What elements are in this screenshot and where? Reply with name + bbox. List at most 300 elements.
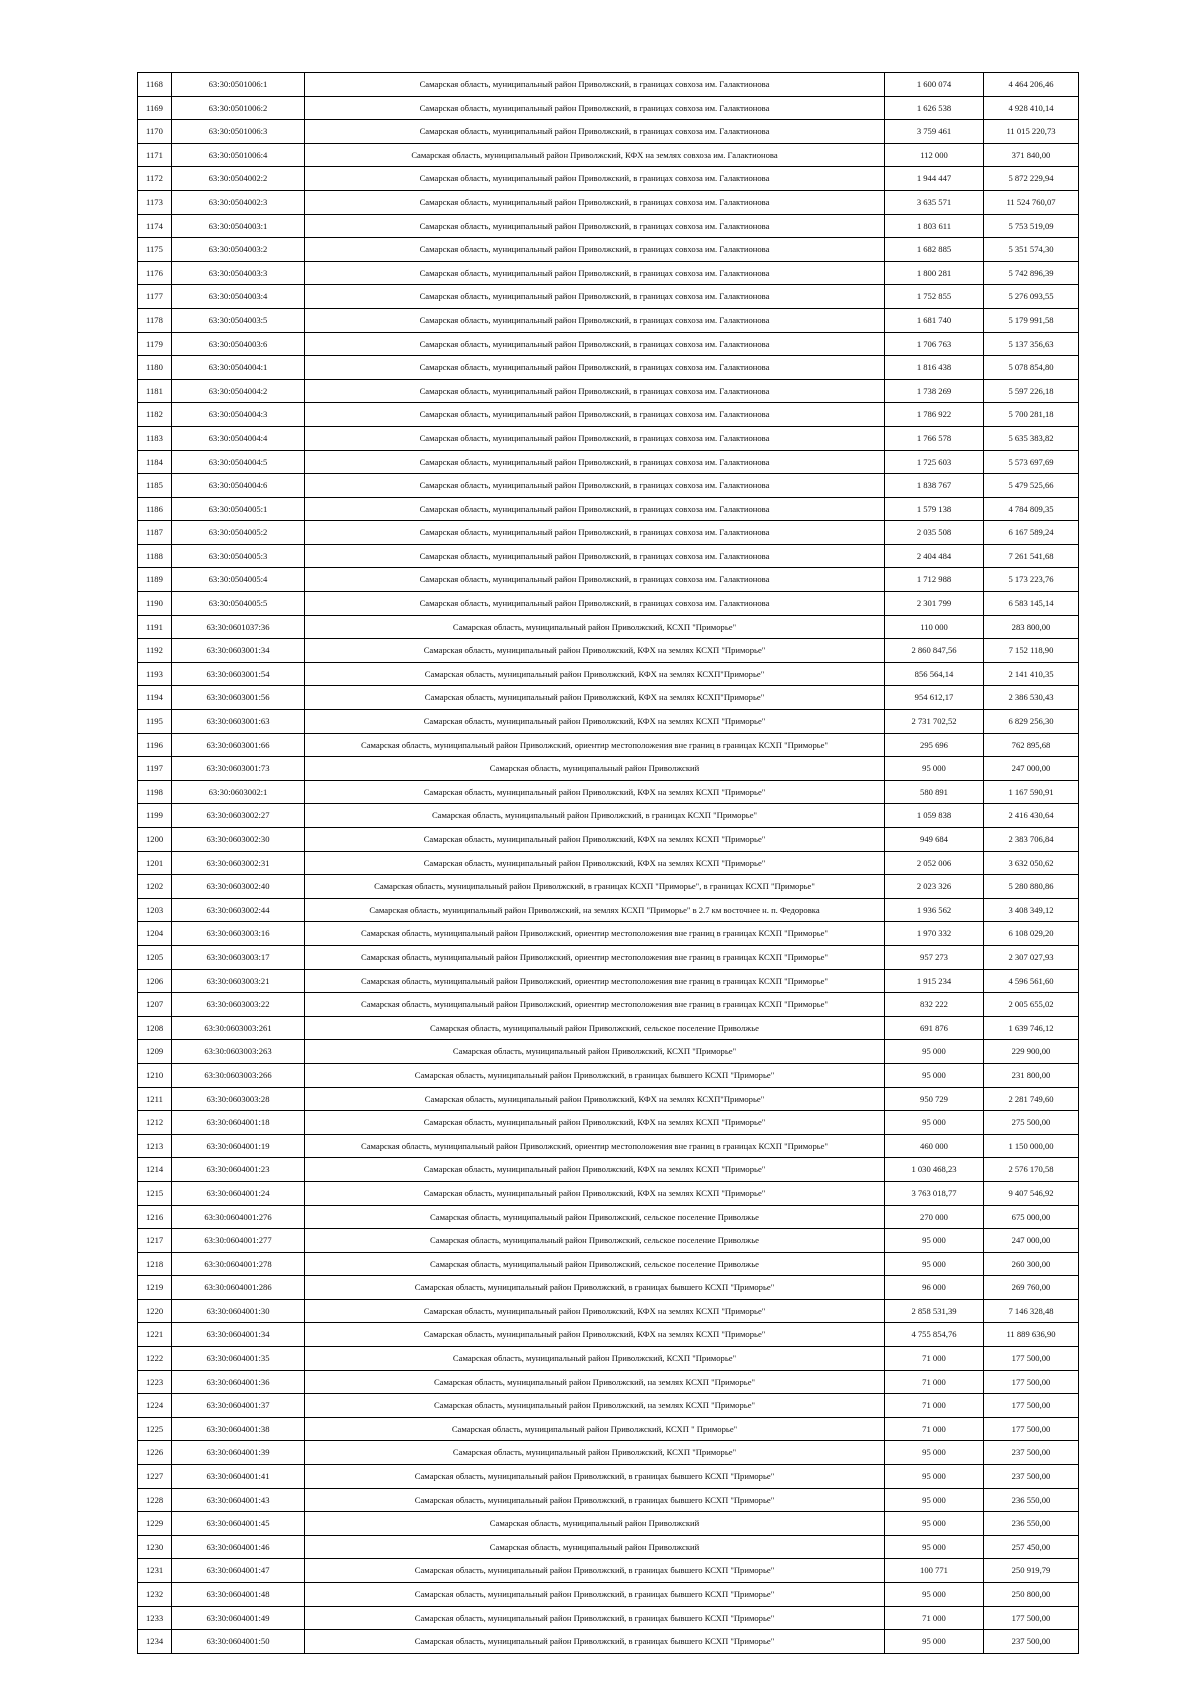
row-number-cell: 1212 (138, 1111, 172, 1135)
row-number-cell: 1171 (138, 143, 172, 167)
row-number-cell: 1180 (138, 356, 172, 380)
cadastral-number-cell: 63:30:0603002:1 (172, 780, 305, 804)
cadastral-number-cell: 63:30:0603003:266 (172, 1063, 305, 1087)
location-cell: Самарская область, муниципальный район Приволжский, в границах бывшего КСХП "Приморье" (305, 1063, 885, 1087)
document-page (137, 72, 1078, 1654)
location-cell: Самарская область, муниципальный район Приволжский, сельское поселение Приволжье (305, 1016, 885, 1040)
cadastral-number-cell: 63:30:0603003:21 (172, 969, 305, 993)
table-row (138, 238, 1079, 262)
cadastral-number-cell: 63:30:0504003:5 (172, 308, 305, 332)
value-cell: 177 500,00 (984, 1347, 1079, 1371)
location-cell: Самарская область, муниципальный район Приволжский, в границах совхоза им. Галактионова (305, 261, 885, 285)
location-cell: Самарская область, муниципальный район Приволжский, на землях КСХП "Приморье" (305, 1370, 885, 1394)
table-row (138, 356, 1079, 380)
row-number-cell: 1196 (138, 733, 172, 757)
table-row (138, 1229, 1079, 1253)
value-cell: 2 005 655,02 (984, 993, 1079, 1017)
table-row (138, 1488, 1079, 1512)
cadastral-number-cell: 63:30:0604001:47 (172, 1559, 305, 1583)
row-number-cell: 1198 (138, 780, 172, 804)
area-cell: 1 712 988 (885, 568, 984, 592)
location-cell: Самарская область, муниципальный район Приволжский, ориентир местоположения вне границ в границах КСХП "Приморье" (305, 945, 885, 969)
area-cell: 96 000 (885, 1276, 984, 1300)
row-number-cell: 1210 (138, 1063, 172, 1087)
row-number-cell: 1231 (138, 1559, 172, 1583)
row-number-cell: 1200 (138, 828, 172, 852)
location-cell: Самарская область, муниципальный район Приволжский, в границах совхоза им. Галактионова (305, 73, 885, 97)
table-row (138, 96, 1079, 120)
row-number-cell: 1201 (138, 851, 172, 875)
cadastral-number-cell: 63:30:0504003:3 (172, 261, 305, 285)
cadastral-number-cell: 63:30:0604001:24 (172, 1181, 305, 1205)
row-number-cell: 1178 (138, 308, 172, 332)
value-cell: 247 000,00 (984, 757, 1079, 781)
cadastral-number-cell: 63:30:0604001:38 (172, 1417, 305, 1441)
table-row (138, 662, 1079, 686)
table-row (138, 851, 1079, 875)
location-cell: Самарская область, муниципальный район Приволжский, КФХ на землях КСХП "Приморье" (305, 1299, 885, 1323)
row-number-cell: 1186 (138, 497, 172, 521)
table-row (138, 568, 1079, 592)
row-number-cell: 1187 (138, 521, 172, 545)
row-number-cell: 1188 (138, 544, 172, 568)
cadastral-number-cell: 63:30:0604001:19 (172, 1134, 305, 1158)
location-cell: Самарская область, муниципальный район Приволжский, КСХП "Приморье" (305, 615, 885, 639)
cadastral-number-cell: 63:30:0501006:4 (172, 143, 305, 167)
location-cell: Самарская область, муниципальный район Приволжский, КФХ на землях КСХП"Приморье" (305, 686, 885, 710)
row-number-cell: 1199 (138, 804, 172, 828)
location-cell: Самарская область, муниципальный район Приволжский, в границах бывшего КСХП "Приморье" (305, 1465, 885, 1489)
cadastral-number-cell: 63:30:0603002:44 (172, 898, 305, 922)
cadastral-number-cell: 63:30:0604001:41 (172, 1465, 305, 1489)
table-row (138, 1205, 1079, 1229)
value-cell: 283 800,00 (984, 615, 1079, 639)
table-row (138, 1111, 1079, 1135)
table-row (138, 1394, 1079, 1418)
location-cell: Самарская область, муниципальный район Приволжский, ориентир местоположения вне границ в границах КСХП "Приморье" (305, 993, 885, 1017)
location-cell: Самарская область, муниципальный район Приволжский, КФХ на землях КСХП "Приморье" (305, 1181, 885, 1205)
table-row (138, 1370, 1079, 1394)
cadastral-number-cell: 63:30:0604001:36 (172, 1370, 305, 1394)
row-number-cell: 1189 (138, 568, 172, 592)
cadastral-number-cell: 63:30:0604001:48 (172, 1583, 305, 1607)
row-number-cell: 1170 (138, 120, 172, 144)
cadastral-number-cell: 63:30:0501006:2 (172, 96, 305, 120)
value-cell: 4 784 809,35 (984, 497, 1079, 521)
row-number-cell: 1232 (138, 1583, 172, 1607)
area-cell: 71 000 (885, 1370, 984, 1394)
area-cell: 95 000 (885, 1630, 984, 1654)
table-row (138, 1347, 1079, 1371)
cadastral-number-cell: 63:30:0604001:45 (172, 1512, 305, 1536)
location-cell: Самарская область, муниципальный район Приволжский, ориентир местоположения вне границ в границах КСХП "Приморье" (305, 969, 885, 993)
value-cell: 231 800,00 (984, 1063, 1079, 1087)
row-number-cell: 1202 (138, 875, 172, 899)
location-cell: Самарская область, муниципальный район Приволжский, КФХ на землях КСХП"Приморье" (305, 1087, 885, 1111)
area-cell: 832 222 (885, 993, 984, 1017)
row-number-cell: 1216 (138, 1205, 172, 1229)
cadastral-number-cell: 63:30:0604001:34 (172, 1323, 305, 1347)
row-number-cell: 1169 (138, 96, 172, 120)
location-cell: Самарская область, муниципальный район Приволжский, в границах совхоза им. Галактионова (305, 167, 885, 191)
cadastral-number-cell: 63:30:0504002:2 (172, 167, 305, 191)
value-cell: 11 015 220,73 (984, 120, 1079, 144)
area-cell: 1 752 855 (885, 285, 984, 309)
cadastral-number-cell: 63:30:0603002:40 (172, 875, 305, 899)
table-row (138, 875, 1079, 899)
value-cell: 275 500,00 (984, 1111, 1079, 1135)
table-row (138, 450, 1079, 474)
cadastral-number-cell: 63:30:0604001:276 (172, 1205, 305, 1229)
location-cell: Самарская область, муниципальный район Приволжский (305, 1535, 885, 1559)
location-cell: Самарская область, муниципальный район Приволжский, КФХ на землях КСХП "Приморье" (305, 1323, 885, 1347)
area-cell: 1 579 138 (885, 497, 984, 521)
location-cell: Самарская область, муниципальный район Приволжский, КФХ на землях КСХП "Приморье" (305, 851, 885, 875)
value-cell: 2 141 410,35 (984, 662, 1079, 686)
row-number-cell: 1230 (138, 1535, 172, 1559)
row-number-cell: 1225 (138, 1417, 172, 1441)
value-cell: 5 753 519,09 (984, 214, 1079, 238)
location-cell: Самарская область, муниципальный район Приволжский, КСХП "Приморье" (305, 1040, 885, 1064)
location-cell: Самарская область, муниципальный район Приволжский, КФХ на землях совхоза им. Галактионова (305, 143, 885, 167)
value-cell: 5 276 093,55 (984, 285, 1079, 309)
table-row (138, 993, 1079, 1017)
table-row (138, 120, 1079, 144)
location-cell: Самарская область, муниципальный район Приволжский (305, 757, 885, 781)
table-row (138, 615, 1079, 639)
row-number-cell: 1224 (138, 1394, 172, 1418)
cadastral-number-cell: 63:30:0603001:73 (172, 757, 305, 781)
value-cell: 2 307 027,93 (984, 945, 1079, 969)
table-row (138, 190, 1079, 214)
value-cell: 237 500,00 (984, 1441, 1079, 1465)
location-cell: Самарская область, муниципальный район Приволжский, в границах совхоза им. Галактионова (305, 308, 885, 332)
area-cell: 2 404 484 (885, 544, 984, 568)
row-number-cell: 1204 (138, 922, 172, 946)
area-cell: 1 766 578 (885, 426, 984, 450)
table-row (138, 1630, 1079, 1654)
table-row (138, 379, 1079, 403)
cadastral-number-cell: 63:30:0603001:34 (172, 639, 305, 663)
table-row (138, 544, 1079, 568)
cadastral-number-cell: 63:30:0504004:4 (172, 426, 305, 450)
location-cell: Самарская область, муниципальный район Приволжский, КФХ на землях КСХП "Приморье" (305, 1111, 885, 1135)
location-cell: Самарская область, муниципальный район Приволжский, КФХ на землях КСХП "Приморье" (305, 780, 885, 804)
location-cell: Самарская область, муниципальный район Приволжский, в границах совхоза им. Галактионова (305, 379, 885, 403)
area-cell: 1 800 281 (885, 261, 984, 285)
cadastral-number-cell: 63:30:0604001:39 (172, 1441, 305, 1465)
table-row (138, 757, 1079, 781)
row-number-cell: 1222 (138, 1347, 172, 1371)
location-cell: Самарская область, муниципальный район Приволжский, КСХП "Приморье" (305, 1441, 885, 1465)
value-cell: 7 146 328,48 (984, 1299, 1079, 1323)
location-cell: Самарская область, муниципальный район Приволжский, КФХ на землях КСХП "Приморье" (305, 710, 885, 734)
row-number-cell: 1209 (138, 1040, 172, 1064)
value-cell: 237 500,00 (984, 1630, 1079, 1654)
area-cell: 1 600 074 (885, 73, 984, 97)
value-cell: 2 383 706,84 (984, 828, 1079, 852)
area-cell: 1 706 763 (885, 332, 984, 356)
value-cell: 257 450,00 (984, 1535, 1079, 1559)
table-row (138, 474, 1079, 498)
area-cell: 95 000 (885, 1535, 984, 1559)
cadastral-number-cell: 63:30:0604001:46 (172, 1535, 305, 1559)
area-cell: 270 000 (885, 1205, 984, 1229)
area-cell: 1 059 838 (885, 804, 984, 828)
table-row (138, 1299, 1079, 1323)
cadastral-number-cell: 63:30:0504004:2 (172, 379, 305, 403)
cadastral-number-cell: 63:30:0603003:17 (172, 945, 305, 969)
cadastral-number-cell: 63:30:0604001:30 (172, 1299, 305, 1323)
value-cell: 675 000,00 (984, 1205, 1079, 1229)
row-number-cell: 1217 (138, 1229, 172, 1253)
row-number-cell: 1168 (138, 73, 172, 97)
table-row (138, 1087, 1079, 1111)
table-row (138, 1441, 1079, 1465)
row-number-cell: 1211 (138, 1087, 172, 1111)
cadastral-number-cell: 63:30:0504004:1 (172, 356, 305, 380)
location-cell: Самарская область, муниципальный район Приволжский, в границах бывшего КСХП "Приморье" (305, 1488, 885, 1512)
area-cell: 95 000 (885, 1040, 984, 1064)
table-row (138, 898, 1079, 922)
location-cell: Самарская область, муниципальный район Приволжский, КСХП "Приморье" (305, 1347, 885, 1371)
value-cell: 5 173 223,76 (984, 568, 1079, 592)
area-cell: 2 301 799 (885, 592, 984, 616)
table-row (138, 1252, 1079, 1276)
table-row (138, 403, 1079, 427)
area-cell: 100 771 (885, 1559, 984, 1583)
cadastral-number-cell: 63:30:0603002:31 (172, 851, 305, 875)
location-cell: Самарская область, муниципальный район Приволжский, в границах совхоза им. Галактионова (305, 592, 885, 616)
area-cell: 71 000 (885, 1606, 984, 1630)
cadastral-number-cell: 63:30:0604001:278 (172, 1252, 305, 1276)
location-cell: Самарская область, муниципальный район Приволжский, в границах совхоза им. Галактионова (305, 120, 885, 144)
location-cell: Самарская область, муниципальный район Приволжский, в границах бывшего КСХП "Приморье" (305, 1583, 885, 1607)
location-cell: Самарская область, муниципальный район Приволжский, на землях КСХП "Приморье" (305, 1394, 885, 1418)
row-number-cell: 1227 (138, 1465, 172, 1489)
table-row (138, 308, 1079, 332)
location-cell: Самарская область, муниципальный район Приволжский, в границах бывшего КСХП "Приморье" (305, 1276, 885, 1300)
location-cell: Самарская область, муниципальный район Приволжский, в границах совхоза им. Галактионова (305, 544, 885, 568)
value-cell: 7 261 541,68 (984, 544, 1079, 568)
value-cell: 9 407 546,92 (984, 1181, 1079, 1205)
value-cell: 6 108 029,20 (984, 922, 1079, 946)
row-number-cell: 1184 (138, 450, 172, 474)
value-cell: 6 583 145,14 (984, 592, 1079, 616)
location-cell: Самарская область, муниципальный район Приволжский, в границах совхоза им. Галактионова (305, 332, 885, 356)
value-cell: 371 840,00 (984, 143, 1079, 167)
row-number-cell: 1234 (138, 1630, 172, 1654)
row-number-cell: 1223 (138, 1370, 172, 1394)
row-number-cell: 1213 (138, 1134, 172, 1158)
area-cell: 1 626 538 (885, 96, 984, 120)
table-row (138, 1134, 1079, 1158)
location-cell: Самарская область, муниципальный район Приволжский, в границах совхоза им. Галактионова (305, 450, 885, 474)
location-cell: Самарская область, муниципальный район Приволжский, сельское поселение Приволжье (305, 1252, 885, 1276)
value-cell: 250 919,79 (984, 1559, 1079, 1583)
cadastral-number-cell: 63:30:0603003:28 (172, 1087, 305, 1111)
cadastral-number-cell: 63:30:0603002:27 (172, 804, 305, 828)
area-cell: 460 000 (885, 1134, 984, 1158)
location-cell: Самарская область, муниципальный район Приволжский (305, 1512, 885, 1536)
value-cell: 269 760,00 (984, 1276, 1079, 1300)
row-number-cell: 1179 (138, 332, 172, 356)
table-row (138, 922, 1079, 946)
row-number-cell: 1183 (138, 426, 172, 450)
row-number-cell: 1219 (138, 1276, 172, 1300)
value-cell: 5 635 383,82 (984, 426, 1079, 450)
value-cell: 5 479 525,66 (984, 474, 1079, 498)
value-cell: 762 895,68 (984, 733, 1079, 757)
cadastral-number-cell: 63:30:0501006:1 (172, 73, 305, 97)
value-cell: 2 386 530,43 (984, 686, 1079, 710)
value-cell: 237 500,00 (984, 1465, 1079, 1489)
area-cell: 71 000 (885, 1394, 984, 1418)
area-cell: 295 696 (885, 733, 984, 757)
cadastral-number-cell: 63:30:0504003:1 (172, 214, 305, 238)
area-cell: 2 035 508 (885, 521, 984, 545)
area-cell: 950 729 (885, 1087, 984, 1111)
table-row (138, 710, 1079, 734)
area-cell: 2 731 702,52 (885, 710, 984, 734)
location-cell: Самарская область, муниципальный район Приволжский, КФХ на землях КСХП "Приморье" (305, 828, 885, 852)
area-cell: 1 725 603 (885, 450, 984, 474)
value-cell: 5 597 226,18 (984, 379, 1079, 403)
area-cell: 2 858 531,39 (885, 1299, 984, 1323)
area-cell: 95 000 (885, 1583, 984, 1607)
area-cell: 1 838 767 (885, 474, 984, 498)
table-body (138, 73, 1079, 1654)
row-number-cell: 1185 (138, 474, 172, 498)
cadastral-number-cell: 63:30:0604001:43 (172, 1488, 305, 1512)
location-cell: Самарская область, муниципальный район Приволжский, в границах совхоза им. Галактионова (305, 403, 885, 427)
row-number-cell: 1226 (138, 1441, 172, 1465)
table-row (138, 1583, 1079, 1607)
row-number-cell: 1194 (138, 686, 172, 710)
table-row (138, 1063, 1079, 1087)
location-cell: Самарская область, муниципальный район Приволжский, ориентир местоположения вне границ в границах КСХП "Приморье" (305, 922, 885, 946)
cadastral-number-cell: 63:30:0603001:63 (172, 710, 305, 734)
location-cell: Самарская область, муниципальный район Приволжский, в границах совхоза им. Галактионова (305, 497, 885, 521)
area-cell: 1 030 468,23 (885, 1158, 984, 1182)
row-number-cell: 1197 (138, 757, 172, 781)
area-cell: 4 755 854,76 (885, 1323, 984, 1347)
cadastral-number-cell: 63:30:0603003:16 (172, 922, 305, 946)
location-cell: Самарская область, муниципальный район Приволжский, ориентир местоположения вне границ в границах КСХП "Приморье" (305, 733, 885, 757)
area-cell: 1 786 922 (885, 403, 984, 427)
area-cell: 95 000 (885, 1512, 984, 1536)
value-cell: 5 573 697,69 (984, 450, 1079, 474)
value-cell: 4 928 410,14 (984, 96, 1079, 120)
table-row (138, 1040, 1079, 1064)
cadastral-number-cell: 63:30:0603003:22 (172, 993, 305, 1017)
location-cell: Самарская область, муниципальный район Приволжский, в границах совхоза им. Галактионова (305, 568, 885, 592)
cadastral-number-cell: 63:30:0603003:261 (172, 1016, 305, 1040)
row-number-cell: 1192 (138, 639, 172, 663)
row-number-cell: 1172 (138, 167, 172, 191)
area-cell: 95 000 (885, 757, 984, 781)
value-cell: 6 167 589,24 (984, 521, 1079, 545)
location-cell: Самарская область, муниципальный район Приволжский, в границах совхоза им. Галактионова (305, 238, 885, 262)
value-cell: 260 300,00 (984, 1252, 1079, 1276)
table-row (138, 828, 1079, 852)
row-number-cell: 1181 (138, 379, 172, 403)
row-number-cell: 1190 (138, 592, 172, 616)
area-cell: 3 759 461 (885, 120, 984, 144)
area-cell: 1 936 562 (885, 898, 984, 922)
area-cell: 1 816 438 (885, 356, 984, 380)
area-cell: 1 915 234 (885, 969, 984, 993)
area-cell: 1 682 885 (885, 238, 984, 262)
cadastral-number-cell: 63:30:0504005:2 (172, 521, 305, 545)
cadastral-number-cell: 63:30:0501006:3 (172, 120, 305, 144)
location-cell: Самарская область, муниципальный район Приволжский, в границах совхоза им. Галактионова (305, 96, 885, 120)
table-row (138, 733, 1079, 757)
value-cell: 236 550,00 (984, 1488, 1079, 1512)
table-row (138, 426, 1079, 450)
value-cell: 177 500,00 (984, 1417, 1079, 1441)
location-cell: Самарская область, муниципальный район Приволжский, в границах бывшего КСХП "Приморье" (305, 1606, 885, 1630)
area-cell: 112 000 (885, 143, 984, 167)
cadastral-number-cell: 63:30:0603001:56 (172, 686, 305, 710)
area-cell: 95 000 (885, 1252, 984, 1276)
table-row (138, 1323, 1079, 1347)
row-number-cell: 1208 (138, 1016, 172, 1040)
value-cell: 2 281 749,60 (984, 1087, 1079, 1111)
row-number-cell: 1220 (138, 1299, 172, 1323)
value-cell: 3 632 050,62 (984, 851, 1079, 875)
row-number-cell: 1174 (138, 214, 172, 238)
table-row (138, 1181, 1079, 1205)
cadastral-number-cell: 63:30:0504003:6 (172, 332, 305, 356)
value-cell: 250 800,00 (984, 1583, 1079, 1607)
area-cell: 95 000 (885, 1488, 984, 1512)
row-number-cell: 1177 (138, 285, 172, 309)
location-cell: Самарская область, муниципальный район Приволжский, в границах бывшего КСХП "Приморье" (305, 1630, 885, 1654)
location-cell: Самарская область, муниципальный район Приволжский, в границах КСХП "Приморье", в границах КСХП "Приморье" (305, 875, 885, 899)
value-cell: 11 889 636,90 (984, 1323, 1079, 1347)
row-number-cell: 1203 (138, 898, 172, 922)
table-row (138, 497, 1079, 521)
table-row (138, 1016, 1079, 1040)
row-number-cell: 1221 (138, 1323, 172, 1347)
value-cell: 5 280 880,86 (984, 875, 1079, 899)
row-number-cell: 1206 (138, 969, 172, 993)
table-row (138, 686, 1079, 710)
land-parcels-table (137, 72, 1079, 1654)
cadastral-number-cell: 63:30:0604001:49 (172, 1606, 305, 1630)
table-row (138, 780, 1079, 804)
table-row (138, 285, 1079, 309)
value-cell: 3 408 349,12 (984, 898, 1079, 922)
area-cell: 95 000 (885, 1063, 984, 1087)
row-number-cell: 1205 (138, 945, 172, 969)
cadastral-number-cell: 63:30:0504002:3 (172, 190, 305, 214)
cadastral-number-cell: 63:30:0504003:4 (172, 285, 305, 309)
location-cell: Самарская область, муниципальный район Приволжский, в границах совхоза им. Галактионова (305, 426, 885, 450)
value-cell: 177 500,00 (984, 1370, 1079, 1394)
cadastral-number-cell: 63:30:0604001:35 (172, 1347, 305, 1371)
table-row (138, 1158, 1079, 1182)
value-cell: 6 829 256,30 (984, 710, 1079, 734)
value-cell: 177 500,00 (984, 1394, 1079, 1418)
table-row (138, 1559, 1079, 1583)
location-cell: Самарская область, муниципальный район Приволжский, ориентир местоположения вне границ в границах КСХП "Приморье" (305, 1134, 885, 1158)
area-cell: 2 023 326 (885, 875, 984, 899)
location-cell: Самарская область, муниципальный район Приволжский, в границах совхоза им. Галактионова (305, 521, 885, 545)
location-cell: Самарская область, муниципальный район Приволжский, КФХ на землях КСХП "Приморье" (305, 1158, 885, 1182)
area-cell: 1 970 332 (885, 922, 984, 946)
